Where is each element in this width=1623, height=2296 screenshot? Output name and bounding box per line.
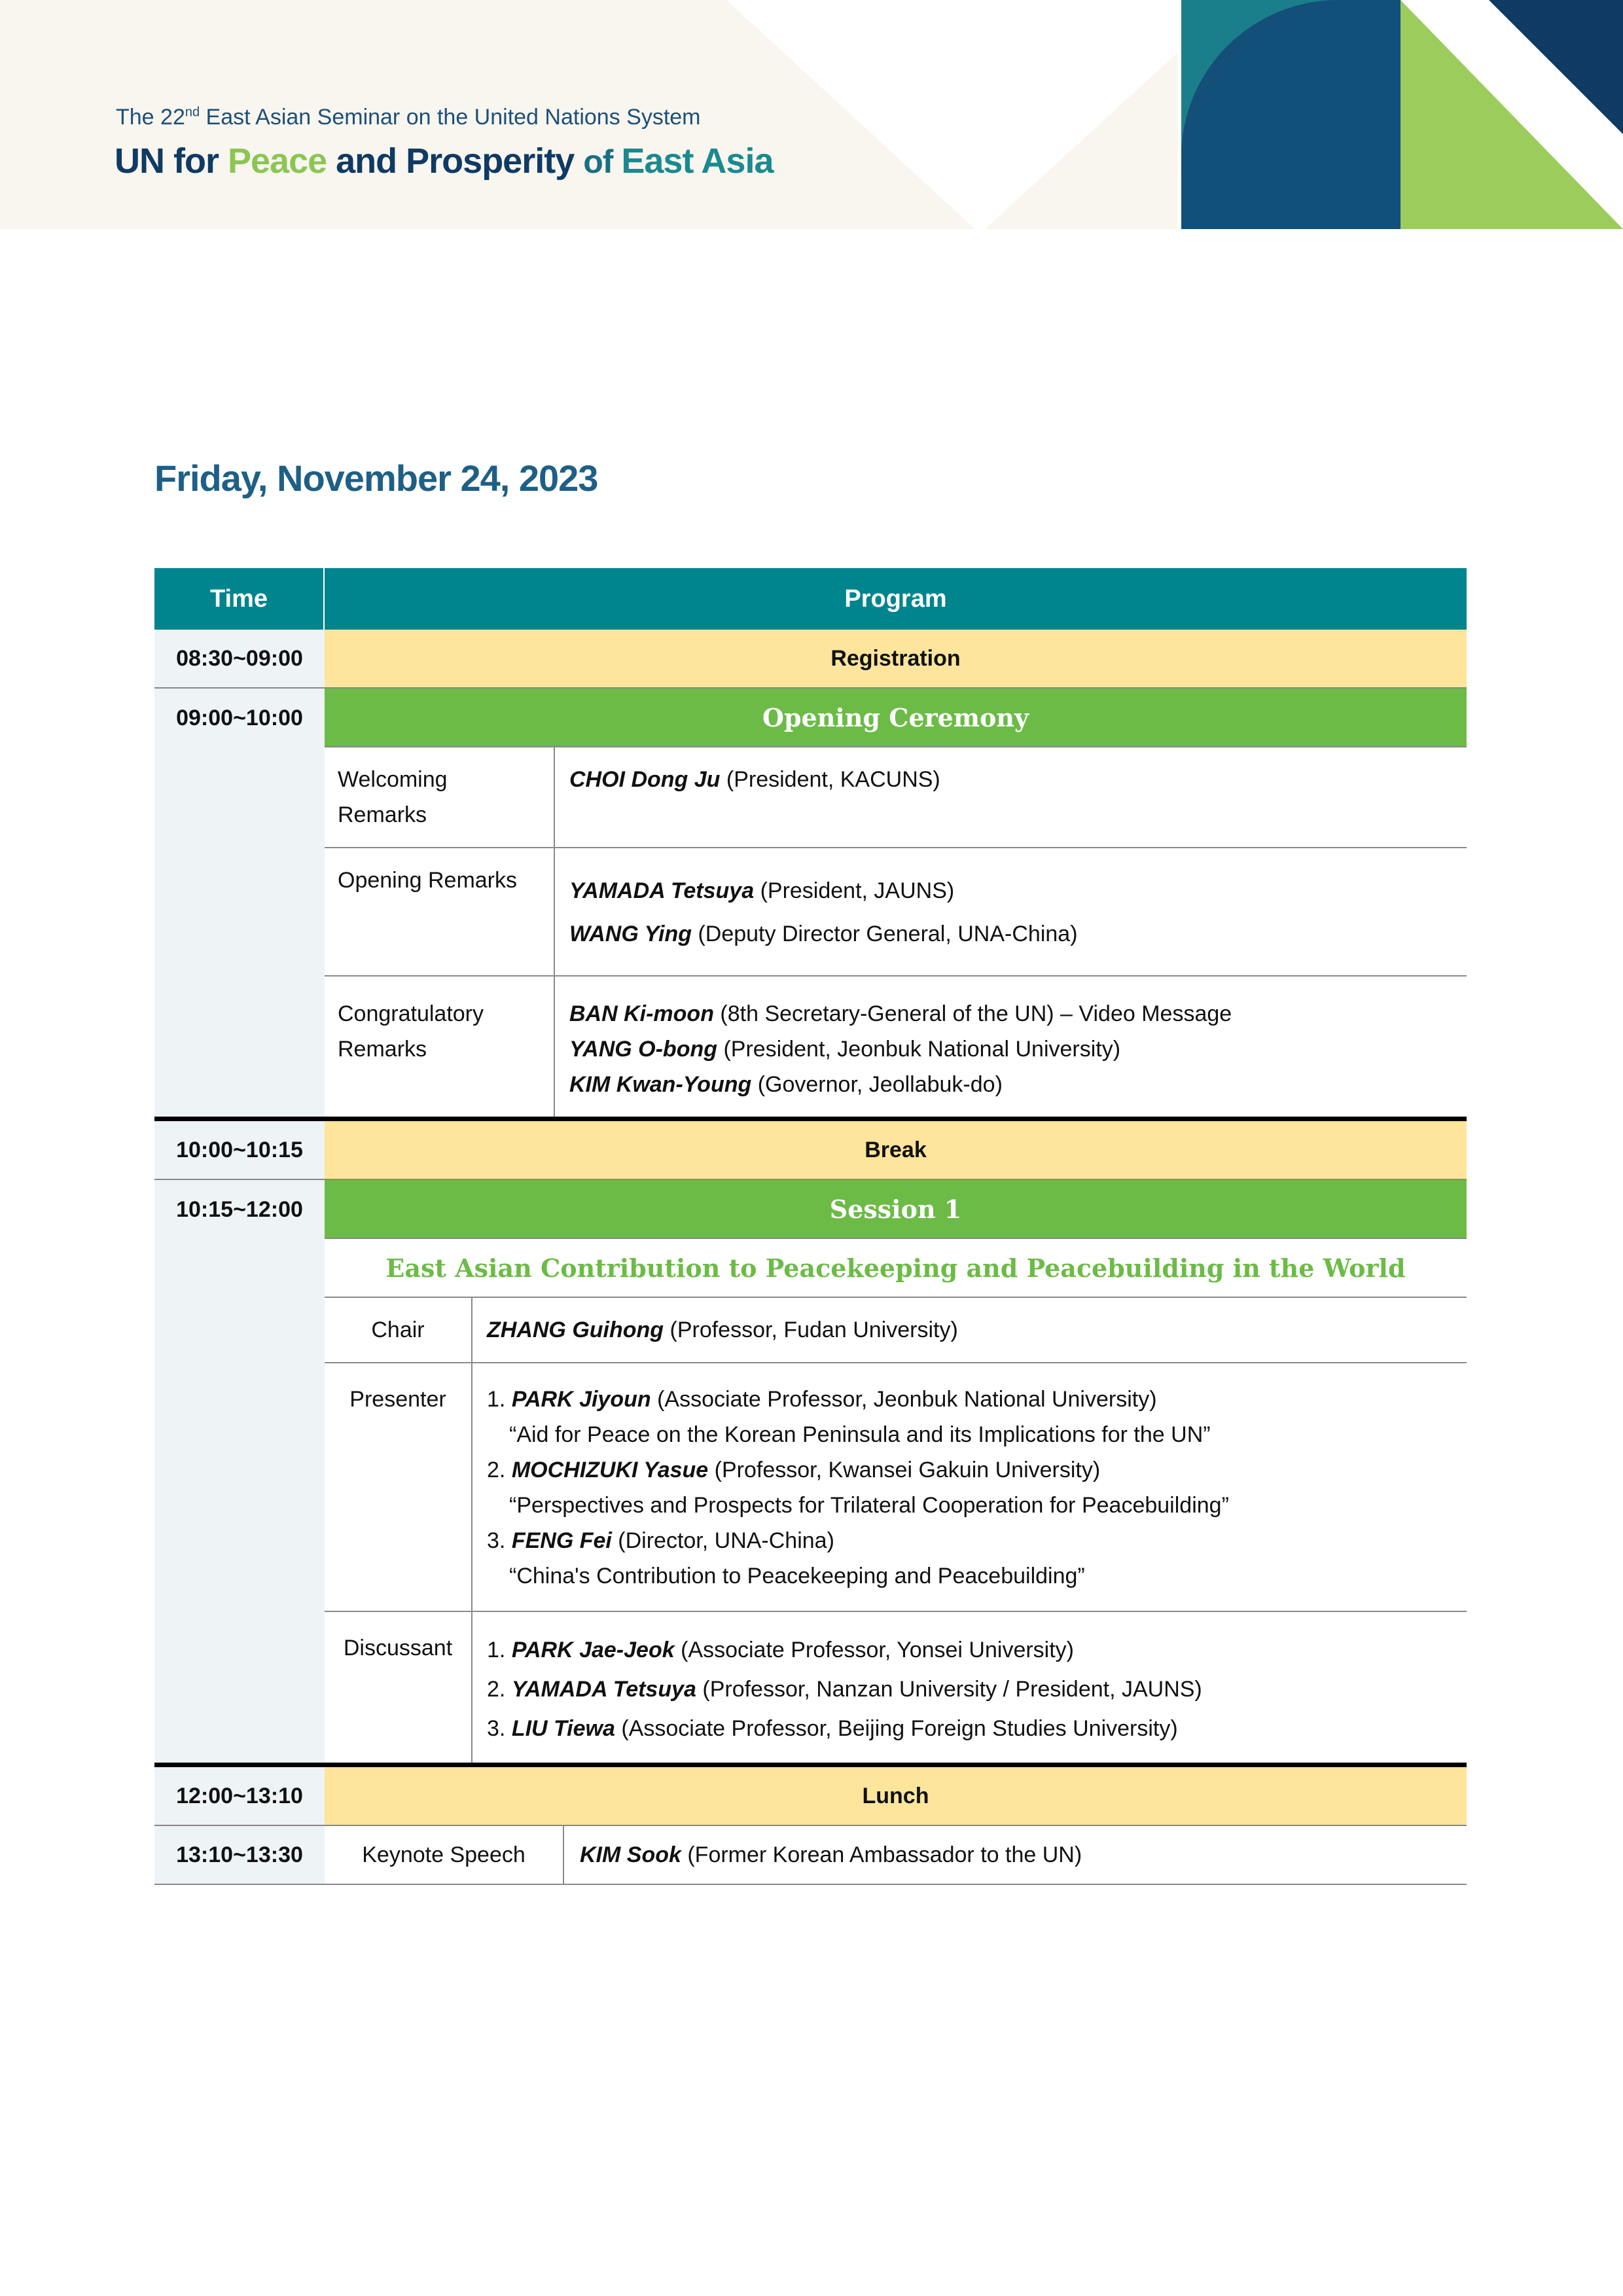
row-label: Chair bbox=[325, 1298, 473, 1362]
row-content bbox=[473, 1612, 1467, 1763]
row-content bbox=[555, 747, 1467, 847]
speaker-name: CHOI Dong Ju bbox=[569, 767, 721, 792]
row-label: Opening Remarks bbox=[325, 848, 555, 975]
list-item bbox=[569, 912, 1452, 956]
speaker-detail: (Associate Professor, Beijing Foreign Studies University) bbox=[615, 1716, 1178, 1741]
speaker-name: ZHANG Guihong bbox=[487, 1318, 664, 1342]
header-banner bbox=[0, 0, 1623, 229]
list-item bbox=[569, 1067, 1452, 1102]
break-row bbox=[154, 1121, 1467, 1180]
time-cell: 08:30~09:00 bbox=[154, 630, 325, 689]
speaker-detail: (Governor, Jeollabuk-do) bbox=[751, 1072, 1003, 1097]
paper-title: “Aid for Peace on the Korean Peninsula and its Implications for the UN” bbox=[509, 1422, 1211, 1447]
speaker-name: FENG Fei bbox=[511, 1528, 612, 1553]
list-item bbox=[487, 1523, 1452, 1558]
opening-ceremony-block bbox=[154, 689, 1467, 1121]
date-heading: Friday, November 24, 2023 bbox=[154, 457, 598, 499]
registration-row bbox=[154, 630, 1467, 689]
opening-ceremony-title: Opening Ceremony bbox=[325, 689, 1467, 747]
speaker-name: KIM Kwan-Young bbox=[569, 1072, 752, 1097]
registration-label: Registration bbox=[325, 630, 1467, 689]
discussant-row bbox=[325, 1612, 1467, 1763]
session-1-title: Session 1 bbox=[325, 1180, 1467, 1239]
item-number: 1. bbox=[487, 1638, 512, 1662]
row-content bbox=[555, 848, 1467, 975]
speaker-detail: (Professor, Fudan University) bbox=[664, 1318, 958, 1342]
row-content bbox=[564, 1826, 1467, 1884]
time-cell: 10:15~12:00 bbox=[154, 1180, 325, 1763]
time-cell: 12:00~13:10 bbox=[154, 1767, 325, 1826]
welcoming-remarks-row bbox=[325, 747, 1467, 848]
keynote-row bbox=[154, 1826, 1467, 1885]
chair-row bbox=[325, 1298, 1467, 1363]
time-cell: 13:10~13:30 bbox=[154, 1826, 325, 1884]
program-table bbox=[154, 568, 1467, 1885]
speaker-detail: (President, Jeonbuk National University) bbox=[717, 1037, 1121, 1062]
row-content bbox=[473, 1363, 1467, 1611]
paper-title: “China's Contribution to Peacekeeping and Peacebuilding” bbox=[509, 1564, 1085, 1588]
speaker-name: BAN Ki-moon bbox=[569, 1001, 714, 1026]
list-item bbox=[487, 1382, 1452, 1417]
item-number: 2. bbox=[487, 1458, 512, 1482]
item-number: 3. bbox=[487, 1528, 512, 1553]
row-label: Keynote Speech bbox=[325, 1826, 564, 1884]
presenter-row bbox=[325, 1363, 1467, 1612]
speaker-detail: (Deputy Director General, UNA-China) bbox=[692, 922, 1078, 946]
speaker-detail: (8th Secretary-General of the UN) – Video Message bbox=[713, 1001, 1232, 1026]
speaker-detail: (Associate Professor, Yonsei University) bbox=[674, 1638, 1074, 1662]
speaker-detail: (Director, UNA-China) bbox=[611, 1528, 834, 1553]
lunch-row bbox=[154, 1767, 1467, 1826]
session-1-theme: East Asian Contribution to Peacekeeping and Peacebuilding in the World bbox=[325, 1239, 1467, 1298]
row-content bbox=[473, 1298, 1467, 1362]
item-number: 1. bbox=[487, 1387, 512, 1412]
speaker-detail: (Professor, Nanzan University / President, JAUNS) bbox=[696, 1677, 1202, 1702]
row-label: Discussant bbox=[325, 1612, 473, 1763]
congratulatory-remarks-row bbox=[325, 977, 1467, 1117]
speaker-name: MOCHIZUKI Yasue bbox=[511, 1458, 709, 1482]
speaker-name: WANG Ying bbox=[569, 922, 692, 946]
break-label: Break bbox=[325, 1121, 1467, 1180]
speaker-detail: (Associate Professor, Jeonbuk National University) bbox=[651, 1387, 1157, 1412]
speaker-name: LIU Tiewa bbox=[511, 1716, 615, 1741]
speaker-detail: (President, KACUNS) bbox=[720, 767, 940, 792]
lunch-label: Lunch bbox=[325, 1767, 1467, 1826]
row-label: Welcoming Remarks bbox=[325, 747, 555, 847]
program-column-header: Program bbox=[844, 584, 947, 613]
row-label-line: Remarks bbox=[338, 1037, 427, 1062]
row-content bbox=[555, 977, 1467, 1117]
list-item bbox=[487, 1452, 1452, 1488]
item-number: 2. bbox=[487, 1677, 512, 1702]
session-1-block bbox=[154, 1180, 1467, 1767]
list-item bbox=[569, 1031, 1452, 1067]
row-label-line: Congratulatory bbox=[338, 1001, 484, 1026]
time-cell: 10:00~10:15 bbox=[154, 1121, 325, 1180]
speaker-detail: (President, JAUNS) bbox=[754, 878, 955, 903]
item-number: 3. bbox=[487, 1716, 512, 1741]
list-item bbox=[487, 1670, 1452, 1709]
speaker-detail: (Former Korean Ambassador to the UN) bbox=[681, 1842, 1082, 1867]
list-item bbox=[487, 1630, 1452, 1670]
list-item bbox=[569, 996, 1452, 1031]
list-item bbox=[569, 869, 1452, 912]
row-label: Presenter bbox=[325, 1363, 473, 1611]
paper-title: “Perspectives and Prospects for Trilateral Cooperation for Peacebuilding” bbox=[509, 1493, 1229, 1518]
speaker-name: YANG O-bong bbox=[569, 1037, 717, 1062]
speaker-name: YAMADA Tetsuya bbox=[511, 1677, 696, 1702]
speaker-detail: (Professor, Kwansei Gakuin University) bbox=[708, 1458, 1101, 1482]
time-cell: 09:00~10:00 bbox=[154, 689, 325, 1117]
table-header bbox=[154, 568, 1467, 630]
speaker-name: PARK Jae-Jeok bbox=[511, 1638, 675, 1662]
time-column-header: Time bbox=[154, 568, 325, 630]
opening-remarks-row bbox=[325, 848, 1467, 977]
speaker-name: YAMADA Tetsuya bbox=[569, 878, 755, 903]
list-item bbox=[487, 1709, 1452, 1748]
row-label bbox=[325, 977, 555, 1117]
speaker-name: KIM Sook bbox=[580, 1842, 681, 1867]
seminar-title: UN for Peace and Prosperity of East Asia bbox=[115, 141, 774, 181]
seminar-subtitle: The 22nd East Asian Seminar on the United Nations System bbox=[116, 105, 701, 130]
speaker-name: PARK Jiyoun bbox=[511, 1387, 651, 1412]
